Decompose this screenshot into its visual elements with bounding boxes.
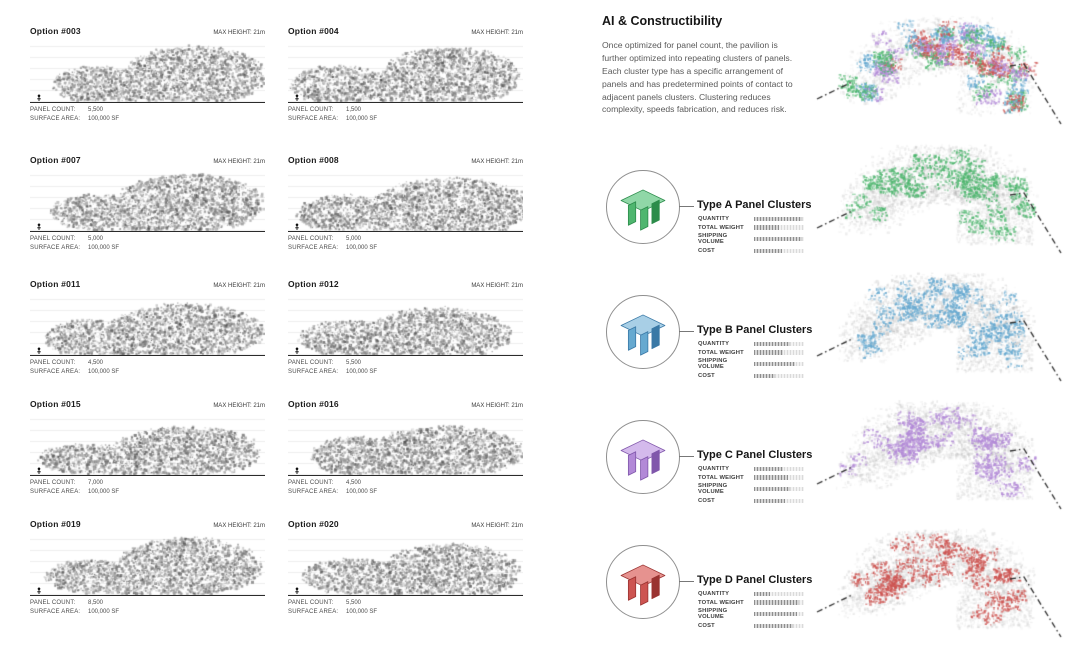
surface-area-value: 100,000 SF bbox=[88, 115, 120, 122]
metric-label: TOTAL WEIGHT bbox=[698, 599, 744, 606]
option-panel bbox=[30, 517, 265, 637]
ground-line bbox=[30, 475, 265, 476]
panel-count-label: PANEL COUNT: bbox=[288, 360, 334, 366]
option-title: Option #003 bbox=[30, 26, 81, 36]
metric-label: COST bbox=[698, 247, 715, 254]
pavilion-render-canvas bbox=[288, 38, 523, 102]
max-height-label: MAX HEIGHT: 21m bbox=[471, 30, 523, 36]
max-height-label: MAX HEIGHT: 21m bbox=[471, 283, 523, 289]
ground-line bbox=[288, 102, 523, 103]
metric-bar bbox=[754, 624, 804, 629]
option-title: Option #019 bbox=[30, 519, 81, 529]
cluster-metrics bbox=[698, 591, 810, 631]
panel-count-label: PANEL COUNT: bbox=[288, 236, 334, 242]
pavilion-render-canvas bbox=[30, 531, 265, 595]
option-title: Option #016 bbox=[288, 399, 339, 409]
cluster-type-label: Type A Panel Clusters bbox=[697, 199, 812, 211]
option-panel bbox=[288, 153, 523, 273]
metric-bar bbox=[754, 467, 804, 472]
metric-bar bbox=[754, 217, 804, 222]
cluster-metrics bbox=[698, 216, 810, 256]
panel-cluster-icon bbox=[617, 556, 669, 608]
pavilion-render bbox=[30, 291, 265, 355]
option-stats bbox=[30, 479, 265, 496]
metric-bar bbox=[754, 592, 804, 597]
cluster-block-type-a bbox=[600, 166, 815, 266]
metric-bar bbox=[754, 350, 804, 355]
option-title: Option #011 bbox=[30, 279, 81, 289]
pavilion-render bbox=[288, 291, 523, 355]
surface-area-value: 100,000 SF bbox=[88, 368, 120, 375]
pavilion-render-canvas bbox=[30, 411, 265, 475]
panel-count-value: 1,500 bbox=[346, 107, 362, 113]
option-panel bbox=[30, 153, 265, 273]
pavilion-render-canvas bbox=[30, 291, 265, 355]
human-scale-icon bbox=[36, 223, 46, 231]
pavilion-render bbox=[288, 531, 523, 595]
option-panel bbox=[288, 517, 523, 637]
surface-area-label: SURFACE AREA: bbox=[30, 115, 81, 122]
metric-label: SHIPPING VOLUME bbox=[698, 358, 728, 371]
pavilion-render-canvas bbox=[288, 291, 523, 355]
option-stats bbox=[288, 479, 523, 496]
ground-line bbox=[30, 231, 265, 232]
metric-bar bbox=[754, 374, 804, 379]
surface-area-value: 100,000 SF bbox=[346, 368, 378, 375]
metric-label: COST bbox=[698, 497, 715, 504]
type-b-render-canvas bbox=[814, 259, 1072, 385]
surface-area-label: SURFACE AREA: bbox=[30, 368, 81, 375]
metric-label: SHIPPING VOLUME bbox=[698, 233, 728, 246]
human-scale-icon bbox=[36, 94, 46, 102]
option-stats bbox=[288, 106, 523, 123]
human-scale-icon bbox=[36, 467, 46, 475]
surface-area-label: SURFACE AREA: bbox=[30, 608, 81, 615]
pavilion-render bbox=[30, 167, 265, 231]
metric-label: TOTAL WEIGHT bbox=[698, 349, 744, 356]
surface-area-value: 100,000 SF bbox=[88, 488, 120, 495]
pavilion-render-canvas bbox=[288, 411, 523, 475]
surface-area-label: SURFACE AREA: bbox=[30, 488, 81, 495]
option-title: Option #020 bbox=[288, 519, 339, 529]
option-panel bbox=[288, 277, 523, 397]
metric-bar bbox=[754, 499, 804, 504]
max-height-label: MAX HEIGHT: 21m bbox=[213, 403, 265, 409]
type-c-render-canvas bbox=[814, 387, 1072, 513]
type-a-render-canvas bbox=[814, 131, 1072, 257]
section-body: Once optimized for panel count, the pavilion is further optimized into repeating clusters of panels. Each cluster type has a specific arrangement of panels and has predetermined points of contact to adjacent panels clusters. Clustering reduces complexity, speeds fabrication, and reduces risk. bbox=[602, 40, 793, 115]
option-stats bbox=[288, 359, 523, 376]
metric-label: QUANTITY bbox=[698, 591, 730, 597]
surface-area-label: SURFACE AREA: bbox=[288, 115, 339, 122]
metric-label: QUANTITY bbox=[698, 466, 730, 472]
metric-bar bbox=[754, 342, 804, 347]
connector-line bbox=[679, 456, 694, 457]
type-d-render-canvas bbox=[814, 515, 1072, 641]
ground-line bbox=[30, 102, 265, 103]
surface-area-value: 100,000 SF bbox=[346, 608, 378, 615]
metric-label: SHIPPING VOLUME bbox=[698, 608, 728, 621]
max-height-label: MAX HEIGHT: 21m bbox=[213, 283, 265, 289]
max-height-label: MAX HEIGHT: 21m bbox=[471, 159, 523, 165]
surface-area-label: SURFACE AREA: bbox=[288, 488, 339, 495]
panel-count-value: 4,500 bbox=[346, 480, 362, 486]
panel-count-value: 5,500 bbox=[346, 600, 362, 606]
all-types-render-canvas bbox=[814, 2, 1072, 128]
surface-area-value: 100,000 SF bbox=[346, 244, 378, 251]
option-title: Option #007 bbox=[30, 155, 81, 165]
surface-area-label: SURFACE AREA: bbox=[30, 244, 81, 251]
human-scale-icon bbox=[294, 94, 304, 102]
pavilion-render-canvas bbox=[288, 531, 523, 595]
ground-line bbox=[288, 231, 523, 232]
pavilion-render-canvas bbox=[288, 167, 523, 231]
human-scale-icon bbox=[36, 347, 46, 355]
cluster-icon-circle bbox=[606, 170, 680, 244]
metric-label: COST bbox=[698, 372, 715, 379]
panel-count-value: 5,000 bbox=[346, 236, 362, 242]
metric-label: QUANTITY bbox=[698, 341, 730, 347]
pavilion-render bbox=[288, 38, 523, 102]
cluster-icon-circle bbox=[606, 295, 680, 369]
panel-count-label: PANEL COUNT: bbox=[30, 480, 76, 486]
panel-count-label: PANEL COUNT: bbox=[30, 600, 76, 606]
option-title: Option #015 bbox=[30, 399, 81, 409]
panel-count-value: 7,000 bbox=[88, 480, 104, 486]
ground-line bbox=[288, 595, 523, 596]
metric-bar bbox=[754, 225, 804, 230]
panel-cluster-icon bbox=[617, 431, 669, 483]
cluster-type-label: Type D Panel Clusters bbox=[697, 574, 813, 586]
surface-area-value: 100,000 SF bbox=[346, 115, 378, 122]
option-stats bbox=[288, 235, 523, 252]
surface-area-value: 100,000 SF bbox=[88, 244, 120, 251]
option-stats bbox=[30, 106, 265, 123]
option-title: Option #008 bbox=[288, 155, 339, 165]
surface-area-label: SURFACE AREA: bbox=[288, 244, 339, 251]
panel-cluster-icon bbox=[617, 306, 669, 358]
cluster-block-type-c bbox=[600, 416, 815, 516]
human-scale-icon bbox=[294, 347, 304, 355]
option-panel bbox=[288, 397, 523, 517]
option-title: Option #004 bbox=[288, 26, 339, 36]
metric-bar bbox=[754, 612, 804, 617]
panel-count-label: PANEL COUNT: bbox=[288, 600, 334, 606]
metric-label: TOTAL WEIGHT bbox=[698, 224, 744, 231]
connector-line bbox=[679, 206, 694, 207]
section-title: AI & Constructibility bbox=[602, 14, 723, 28]
panel-count-value: 5,500 bbox=[346, 360, 362, 366]
panel-count-value: 8,500 bbox=[88, 600, 104, 606]
pavilion-render bbox=[30, 411, 265, 475]
cluster-metrics bbox=[698, 341, 810, 381]
cluster-block-type-d bbox=[600, 541, 815, 641]
ground-line bbox=[288, 355, 523, 356]
ground-line bbox=[30, 355, 265, 356]
metric-bar bbox=[754, 362, 804, 367]
connector-line bbox=[679, 331, 694, 332]
pavilion-render-canvas bbox=[30, 38, 265, 102]
option-panel bbox=[30, 277, 265, 397]
connector-line bbox=[679, 581, 694, 582]
option-panel bbox=[288, 24, 523, 144]
max-height-label: MAX HEIGHT: 21m bbox=[213, 159, 265, 165]
cluster-icon-circle bbox=[606, 420, 680, 494]
panel-count-label: PANEL COUNT: bbox=[30, 236, 76, 242]
option-title: Option #012 bbox=[288, 279, 339, 289]
metric-bar bbox=[754, 487, 804, 492]
max-height-label: MAX HEIGHT: 21m bbox=[213, 523, 265, 529]
human-scale-icon bbox=[294, 467, 304, 475]
option-stats bbox=[30, 359, 265, 376]
panel-count-label: PANEL COUNT: bbox=[288, 480, 334, 486]
metric-label: SHIPPING VOLUME bbox=[698, 483, 728, 496]
cluster-type-label: Type C Panel Clusters bbox=[697, 449, 813, 461]
surface-area-value: 100,000 SF bbox=[346, 488, 378, 495]
human-scale-icon bbox=[36, 587, 46, 595]
pavilion-render bbox=[288, 411, 523, 475]
metric-bar bbox=[754, 600, 804, 605]
metric-label: TOTAL WEIGHT bbox=[698, 474, 744, 481]
option-panel bbox=[30, 397, 265, 517]
option-panel bbox=[30, 24, 265, 144]
metric-bar bbox=[754, 475, 804, 480]
cluster-block-type-b bbox=[600, 291, 815, 391]
max-height-label: MAX HEIGHT: 21m bbox=[471, 523, 523, 529]
cluster-icon-circle bbox=[606, 545, 680, 619]
pavilion-render bbox=[30, 38, 265, 102]
panel-count-label: PANEL COUNT: bbox=[30, 360, 76, 366]
panel-count-label: PANEL COUNT: bbox=[30, 107, 76, 113]
panel-cluster-icon bbox=[617, 181, 669, 233]
panel-count-value: 4,500 bbox=[88, 360, 104, 366]
metric-bar bbox=[754, 249, 804, 254]
option-stats bbox=[30, 599, 265, 616]
surface-area-label: SURFACE AREA: bbox=[288, 608, 339, 615]
ground-line bbox=[288, 475, 523, 476]
ground-line bbox=[30, 595, 265, 596]
metric-label: QUANTITY bbox=[698, 216, 730, 222]
cluster-type-label: Type B Panel Clusters bbox=[697, 324, 813, 336]
ai-section bbox=[602, 14, 802, 116]
max-height-label: MAX HEIGHT: 21m bbox=[471, 403, 523, 409]
option-stats bbox=[288, 599, 523, 616]
pavilion-render bbox=[30, 531, 265, 595]
panel-count-value: 5,500 bbox=[88, 107, 104, 113]
human-scale-icon bbox=[294, 587, 304, 595]
panel-count-label: PANEL COUNT: bbox=[288, 107, 334, 113]
metric-label: COST bbox=[698, 622, 715, 629]
cluster-metrics bbox=[698, 466, 810, 506]
surface-area-value: 100,000 SF bbox=[88, 608, 120, 615]
surface-area-label: SURFACE AREA: bbox=[288, 368, 339, 375]
human-scale-icon bbox=[294, 223, 304, 231]
pavilion-render bbox=[288, 167, 523, 231]
max-height-label: MAX HEIGHT: 21m bbox=[213, 30, 265, 36]
pavilion-render-canvas bbox=[30, 167, 265, 231]
option-stats bbox=[30, 235, 265, 252]
metric-bar bbox=[754, 237, 804, 242]
panel-count-value: 5,000 bbox=[88, 236, 104, 242]
